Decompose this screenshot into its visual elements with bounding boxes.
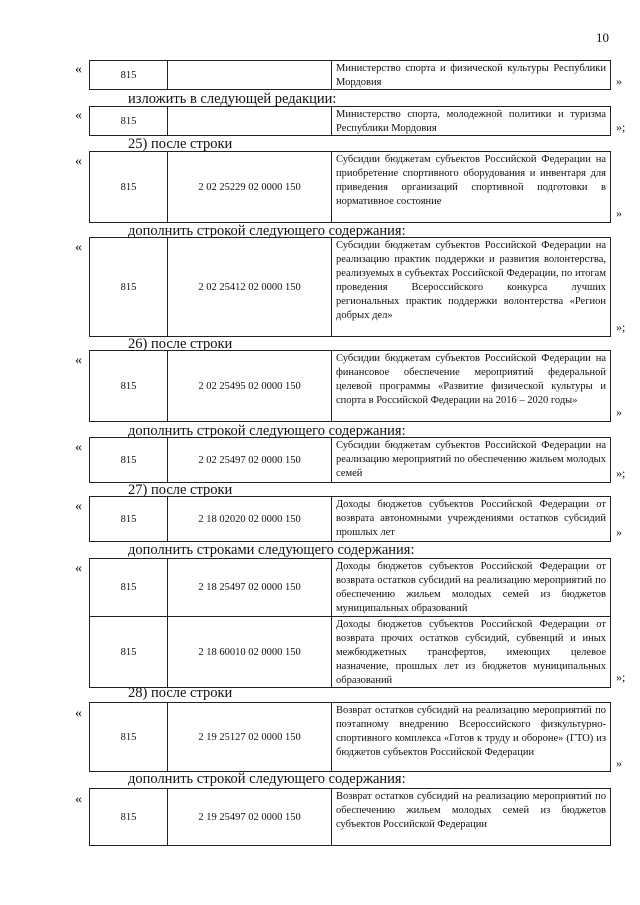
code-cell: 815 (90, 107, 168, 135)
table-10 (89, 788, 611, 846)
instruction-text: 28) после строки (128, 685, 233, 701)
table-row (89, 496, 611, 542)
open-quote: « (75, 108, 82, 123)
table-6 (89, 437, 611, 483)
page-number: 10 (596, 30, 609, 45)
table-5 (89, 350, 611, 422)
table-row (89, 616, 611, 688)
code-cell: 815 (90, 351, 168, 421)
close-quote: »; (616, 670, 626, 684)
table-row (89, 558, 611, 616)
code-cell: 815 (90, 438, 168, 482)
instruction-text: 26) после строки (128, 336, 233, 352)
close-quote: » (616, 525, 622, 539)
table-row (89, 237, 611, 337)
open-quote: « (75, 353, 82, 368)
table-2 (89, 106, 611, 136)
instruction-text: изложить в следующей редакции: (128, 91, 337, 107)
name-cell: Возврат остатков субсидий на реализацию мероприятий по обеспечению жильем молодых семей из бюджетов субъектов Российской Федерации (336, 791, 606, 830)
table-row (89, 60, 611, 90)
code-cell: 815 (90, 703, 168, 771)
name-cell: Доходы бюджетов субъектов Российской Федерации от возврата остатков субсидий на реализацию мероприятий по обеспечению жильем молодых семей из бюджетов муниципальных образований (336, 561, 606, 614)
open-quote: « (75, 62, 82, 77)
table-7 (89, 496, 611, 542)
instruction-text: дополнить строкой следующего содержания: (128, 223, 406, 239)
table-1 (89, 60, 611, 90)
open-quote: « (75, 706, 82, 721)
kbk-cell: 2 18 02020 02 0000 150 (168, 497, 332, 541)
close-quote: »; (616, 466, 626, 480)
close-quote: » (616, 405, 622, 419)
table-3 (89, 151, 611, 223)
table-row (89, 350, 611, 422)
close-quote: » (616, 756, 622, 770)
close-quote: » (616, 74, 622, 88)
code-cell: 815 (90, 238, 168, 336)
open-quote: « (75, 154, 82, 169)
code-cell: 815 (90, 789, 168, 845)
table-row (89, 788, 611, 846)
close-quote: » (616, 206, 622, 220)
kbk-cell: 2 19 25497 02 0000 150 (168, 789, 332, 845)
code-cell: 815 (90, 61, 168, 89)
name-cell: Субсидии бюджетам субъектов Российской Федерации на реализацию мероприятий по обеспечению жильем молодых семей (336, 440, 606, 479)
kbk-cell: 2 02 25229 02 0000 150 (168, 152, 332, 222)
instruction-text: дополнить строкой следующего содержания: (128, 423, 406, 439)
open-quote: « (75, 561, 82, 576)
table-4 (89, 237, 611, 337)
kbk-cell (168, 61, 332, 89)
table-row (89, 702, 611, 772)
name-cell: Субсидии бюджетам субъектов Российской Федерации на реализацию практик поддержки и развития волонтерства, реализуемых в субъектах Российской Федерации, по итогам проведения Всероссийского конкурса лучших региональных практик поддержки волонтерства «Регион добрых дел» (336, 240, 606, 321)
code-cell: 815 (90, 152, 168, 222)
kbk-cell: 2 18 60010 02 0000 150 (168, 617, 332, 687)
instruction-text: дополнить строкой следующего содержания: (128, 771, 406, 787)
open-quote: « (75, 499, 82, 514)
open-quote: « (75, 440, 82, 455)
kbk-cell: 2 18 25497 02 0000 150 (168, 559, 332, 616)
name-cell: Возврат остатков субсидий на реализацию мероприятий по поэтапному внедрению Всероссийского физкультурно-спортивного комплекса «Готов к труду и обороне» (ГТО) из бюджетов субъектов Российской Федерации (336, 705, 606, 758)
instruction-text: 27) после строки (128, 482, 233, 498)
name-cell: Министерство спорта, молодежной политики и туризма Республики Мордовия (336, 109, 606, 134)
open-quote: « (75, 792, 82, 807)
name-cell: Доходы бюджетов субъектов Российской Федерации от возврата прочих остатков субсидий, субвенций и иных межбюджетных трансфертов, имеющих целевое назначение, прошлых лет из бюджетов муниципальных образований (336, 619, 606, 686)
table-8 (89, 558, 611, 688)
table-row (89, 106, 611, 136)
instruction-text: дополнить строками следующего содержания: (128, 542, 415, 558)
code-cell: 815 (90, 497, 168, 541)
close-quote: »; (616, 320, 626, 334)
open-quote: « (75, 240, 82, 255)
name-cell: Субсидии бюджетам субъектов Российской Федерации на приобретение спортивного оборудования и инвентаря для приведения организаций спортивной подготовки в нормативное состояние (336, 154, 606, 207)
code-cell: 815 (90, 617, 168, 687)
kbk-cell: 2 02 25497 02 0000 150 (168, 438, 332, 482)
kbk-cell: 2 02 25495 02 0000 150 (168, 351, 332, 421)
close-quote: »; (616, 120, 626, 134)
code-cell: 815 (90, 559, 168, 616)
instruction-text: 25) после строки (128, 136, 233, 152)
table-9 (89, 702, 611, 772)
name-cell: Министерство спорта и физической культуры Республики Мордовия (336, 63, 606, 88)
name-cell: Субсидии бюджетам субъектов Российской Федерации на финансовое обеспечение мероприятий федеральной целевой программы «Развитие физической культуры и спорта в Российской Федерации на 2016 – 2020 годы» (336, 353, 606, 406)
kbk-cell (168, 107, 332, 135)
table-row (89, 437, 611, 483)
table-row (89, 151, 611, 223)
name-cell: Доходы бюджетов субъектов Российской Федерации от возврата автономными учреждениями остатков субсидий прошлых лет (336, 499, 606, 538)
kbk-cell: 2 19 25127 02 0000 150 (168, 703, 332, 771)
kbk-cell: 2 02 25412 02 0000 150 (168, 238, 332, 336)
